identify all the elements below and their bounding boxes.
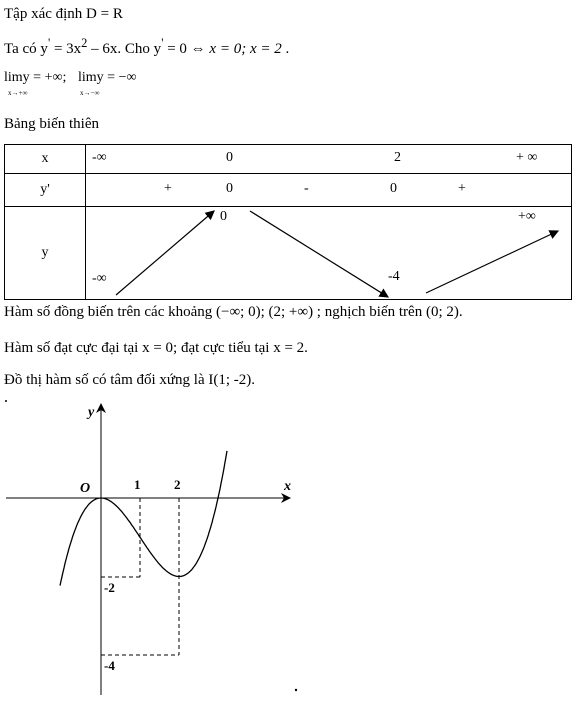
prime-mark: ': [47, 36, 51, 50]
row-label-dy: y': [5, 174, 86, 207]
dy-plus-1: +: [164, 181, 172, 196]
prime-mark-2: ': [161, 36, 164, 50]
y-tick-minus-2: -2: [104, 580, 115, 595]
x-two: 2: [394, 150, 401, 165]
x-pos-inf: + ∞: [516, 150, 538, 165]
dy-zero-1: 0: [226, 181, 233, 196]
limit-plus-inf-sub: x→+∞: [8, 89, 28, 97]
exponent-two: 2: [81, 36, 88, 50]
cubic-curve: [60, 451, 227, 586]
limit-minus-inf-sub: x→−∞: [80, 89, 100, 97]
derivative-prefix: Ta có y: [4, 41, 48, 57]
table-title: Bảng biến thiên: [4, 116, 99, 132]
monotonic-text: Hàm số đồng biến trên các khoảng (−∞; 0); (2; +∞) ; nghịch biến trên (0; 2).: [4, 304, 463, 320]
x-tick-1: 1: [134, 477, 141, 492]
stray-dot-2: [295, 689, 297, 691]
y-min-value: -4: [388, 269, 400, 284]
row-label-x: x: [5, 145, 86, 174]
derivative-equiv: = 0 ⇔: [163, 41, 210, 57]
x-neg-inf: -∞: [92, 150, 107, 165]
x-tick-2: 2: [174, 477, 181, 492]
limit-plus-inf: limy = +∞;: [4, 70, 67, 85]
row-label-y: y: [5, 207, 86, 300]
y-tick-minus-4: -4: [104, 658, 115, 673]
derivative-end: .: [281, 41, 290, 57]
y-max-value: 0: [220, 209, 227, 224]
x-axis-label: x: [284, 479, 291, 494]
symmetry-text: Đồ thị hàm số có tâm đối xứng là I(1; -2).: [4, 372, 256, 388]
domain-text: Tập xác định D = R: [4, 6, 123, 22]
y-neg-inf: -∞: [92, 271, 107, 286]
y-axis-label: y: [88, 405, 95, 420]
dy-minus: -: [304, 181, 309, 196]
derivative-formula: = 3x: [50, 41, 82, 57]
y-pos-inf: +∞: [518, 209, 536, 224]
origin-label: O: [80, 481, 91, 496]
x-zero: 0: [226, 150, 233, 165]
derivative-solutions: x = 0; x = 2: [209, 41, 282, 57]
stray-dot-1: [5, 400, 7, 402]
extrema-text: Hàm số đạt cực đại tại x = 0; đạt cực tiểu tại x = 2.: [4, 340, 308, 356]
dy-zero-2: 0: [390, 181, 397, 196]
limit-minus-inf: limy = −∞: [78, 70, 137, 85]
derivative-cond: – 6x. Cho y: [87, 41, 162, 57]
dy-plus-2: +: [458, 181, 466, 196]
